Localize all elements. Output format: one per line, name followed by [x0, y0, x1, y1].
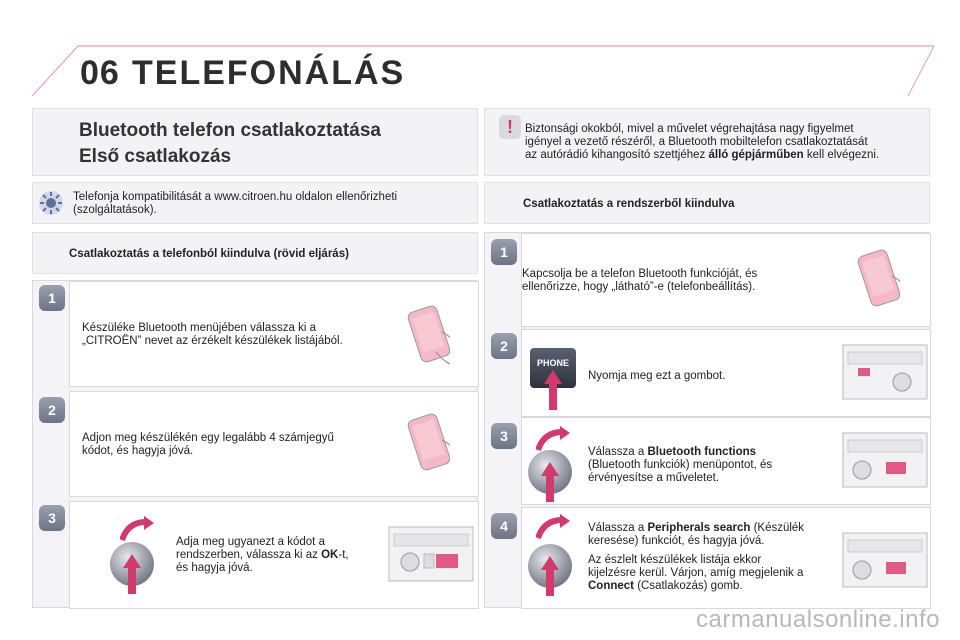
rotate-arrow-icon — [536, 426, 570, 452]
phone-icon — [406, 410, 450, 476]
push-arrow-icon — [541, 556, 559, 596]
left-steps-panel — [32, 280, 478, 608]
left-step-2 — [69, 391, 479, 497]
left-step-2-line2: kódot, és hagyja jóvá. — [82, 445, 194, 457]
peripherals-search-label: Peripherals search — [647, 522, 751, 534]
right-step-1-line2: ellenőrizze, hogy „látható”-e (telefonbeállítás). — [522, 281, 756, 293]
step-badge-2: 2 — [39, 397, 65, 423]
right-step-3 — [521, 417, 931, 505]
left-step-3-line2-end: -t, — [338, 549, 349, 561]
right-step-1-line1: Kapcsolja be a telefon Bluetooth funkcióját, és — [522, 268, 758, 280]
left-step-3-line2-text: rendszerben, válassza ki az — [176, 549, 322, 561]
left-step-1-line1: Készüléke Bluetooth menüjében válassza ki a — [82, 322, 316, 334]
bluetooth-functions-label: Bluetooth functions — [647, 446, 757, 458]
right-steps-panel — [484, 232, 930, 608]
right-step-4-line1-end: (Készülék — [750, 522, 805, 534]
right-step-4-p2-line1: Az észlelt készülékek listája ekkor — [588, 554, 762, 566]
step-badge-3: 3 — [39, 505, 65, 531]
phone-button-icon: PHONE — [530, 348, 576, 388]
watermark: carmanualsonline.info — [696, 606, 940, 633]
phone-icon — [856, 246, 900, 312]
right-step-2 — [521, 329, 931, 417]
warning-line3 — [525, 149, 879, 162]
right-step-3-line1 — [588, 446, 756, 459]
radio-unit-icon — [842, 432, 928, 488]
warning-line2: igényel a vezető részéről, a Bluetooth mobiltelefon csatlakoztatását — [525, 136, 868, 148]
light-bulb-icon — [37, 189, 65, 217]
warning-panel — [484, 108, 930, 176]
left-title: Csatlakoztatás a telefonból kiindulva (rövid eljárás) — [69, 248, 349, 260]
warning-icon: ! — [499, 115, 521, 139]
right-step-4 — [521, 507, 931, 609]
step-badge-1: 1 — [491, 239, 517, 265]
step-badge-4: 4 — [491, 513, 517, 539]
warning-line3-bold: álló gépjárműben — [708, 149, 804, 161]
radio-unit-icon — [388, 526, 474, 582]
warning-line3-text: az autórádió kihangosító szettjéhez — [525, 149, 709, 161]
tip-line1: Telefonja kompatibilitását a www.citroen.hu oldalon ellenőrizheti — [73, 191, 398, 203]
chapter-number: 06 — [80, 54, 120, 92]
tip-panel — [32, 182, 478, 224]
right-step-2-text: Nyomja meg ezt a gombot. — [588, 370, 726, 382]
push-arrow-icon — [544, 370, 562, 410]
right-step-4-line1-text: Válassza a — [588, 522, 648, 534]
left-title-panel — [32, 232, 478, 274]
rotate-arrow-icon — [536, 514, 570, 540]
step-badge-2: 2 — [491, 333, 517, 359]
right-step-4-p2-line3 — [588, 580, 743, 593]
warning-line3-end: kell elvégezni. — [803, 149, 880, 161]
tip-line2: (szolgáltatások). — [73, 204, 157, 216]
right-step-4-p2-line2: kijelzésre kerül. Várjon, amíg megjelenik a — [588, 567, 804, 579]
right-title: Csatlakoztatás a rendszerből kiindulva — [523, 198, 735, 210]
section-title-panel — [32, 108, 478, 176]
ok-label: OK — [321, 549, 339, 561]
section-title-line1: Bluetooth telefon csatlakoztatása — [79, 120, 381, 141]
left-step-2-line1: Adjon meg készülékén egy legalább 4 számjegyű — [82, 432, 334, 444]
right-step-4-line1 — [588, 522, 804, 535]
radio-unit-icon — [842, 532, 928, 588]
left-step-3-line2 — [176, 549, 349, 562]
push-arrow-icon — [541, 462, 559, 502]
phone-icon — [406, 302, 450, 368]
right-step-3-line1-text: Válassza a — [588, 446, 648, 458]
right-step-3-line3: érvényesítse a műveletet. — [588, 472, 720, 484]
rotate-arrow-icon — [120, 516, 154, 542]
right-step-4-line2: keresése) funkciót, és hagyja jóvá. — [588, 535, 765, 547]
right-title-panel — [484, 182, 930, 224]
push-arrow-icon — [123, 554, 141, 594]
left-step-3 — [69, 501, 479, 609]
section-title-line2: Első csatlakozás — [79, 146, 232, 167]
right-step-3-line2: (Bluetooth funkciók) menüpontot, és — [588, 459, 773, 471]
warning-line1: Biztonsági okokból, mivel a művelet végrehajtása nagy figyelmet — [525, 123, 854, 135]
chapter-title: TELEFONÁLÁS — [132, 54, 406, 92]
radio-unit-icon — [842, 344, 928, 400]
right-step-1 — [521, 233, 931, 327]
step-badge-3: 3 — [491, 423, 517, 449]
left-step-1-line2: „CITROËN” nevet az érzékelt készülékek listájából. — [82, 335, 343, 347]
right-step-4-p2-line3-end: (Csatlakozás) gomb. — [634, 580, 743, 592]
left-step-3-line1: Adja meg ugyanezt a kódot a — [176, 536, 325, 548]
connect-label: Connect — [588, 580, 634, 592]
left-step-3-line3: és hagyja jóvá. — [176, 562, 253, 574]
left-step-1 — [69, 281, 479, 387]
step-badge-1: 1 — [39, 285, 65, 311]
